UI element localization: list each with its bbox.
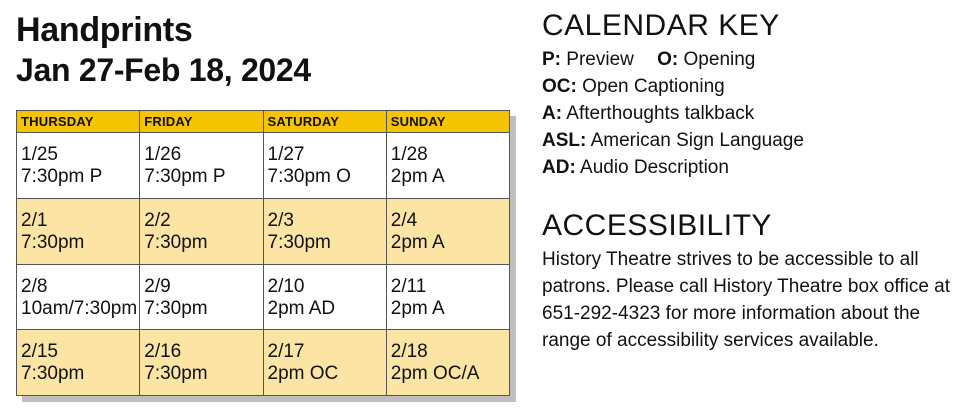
performance-date: 1/25 xyxy=(21,144,58,165)
calendar-cell xyxy=(17,264,140,330)
key-code: ASL: xyxy=(542,130,587,151)
calendar-cell xyxy=(263,264,386,330)
key-code: A: xyxy=(542,103,563,124)
calendar-cell xyxy=(17,133,140,199)
performance-time: 7:30pm xyxy=(144,231,208,253)
calendar-week-row xyxy=(17,133,510,199)
performance-date: 2/1 xyxy=(21,209,48,231)
performance-date: 1/26 xyxy=(144,144,182,165)
key-code: AD: xyxy=(542,157,576,178)
day-header-friday: FRIDAY xyxy=(140,111,263,133)
key-description: Afterthoughts talkback xyxy=(566,103,755,124)
key-code: OC: xyxy=(542,76,577,97)
show-title: Handprints xyxy=(16,11,193,49)
performance-time: 7:30pm xyxy=(144,297,208,319)
key-description: American Sign Language xyxy=(590,130,804,151)
performance-time: 7:30pm xyxy=(21,231,85,253)
key-item xyxy=(542,127,804,154)
calendar-cell xyxy=(140,264,263,330)
performance-time: 2pm OC xyxy=(267,363,339,385)
calendar-key-list xyxy=(542,46,804,181)
performance-time: 2pm A xyxy=(390,297,445,319)
key-description: Opening xyxy=(683,49,756,70)
key-item xyxy=(542,46,804,73)
performance-date: 2/9 xyxy=(144,275,171,297)
calendar-cell xyxy=(386,133,509,199)
calendar-header-row xyxy=(17,111,510,133)
performance-time: 7:30pm P xyxy=(144,166,226,187)
calendar-cell xyxy=(263,330,386,396)
performance-date: 2/10 xyxy=(267,275,305,297)
performance-calendar xyxy=(16,110,510,396)
calendar-cell xyxy=(17,198,140,264)
calendar-cell xyxy=(263,198,386,264)
key-description: Preview xyxy=(566,49,634,70)
performance-date: 1/27 xyxy=(267,144,305,165)
performance-time: 7:30pm P xyxy=(21,166,103,187)
calendar-cell xyxy=(386,198,509,264)
accessibility-heading: ACCESSIBILITY xyxy=(542,209,772,242)
calendar-table xyxy=(16,110,510,396)
key-description: Audio Description xyxy=(580,157,729,178)
performance-date: 2/8 xyxy=(21,275,48,297)
calendar-cell xyxy=(140,133,263,199)
performance-time: 7:30pm O xyxy=(267,166,351,187)
performance-time: 2pm A xyxy=(390,231,445,253)
calendar-week-row xyxy=(17,198,510,264)
accessibility-text: History Theatre strives to be accessible to all patrons. Please call History Theatre box office at 651-292-4323 for more information about the range of accessibility services available. xyxy=(542,249,951,351)
calendar-cell xyxy=(386,264,509,330)
performance-date: 2/17 xyxy=(267,341,305,363)
performance-date: 2/16 xyxy=(144,341,182,363)
calendar-cell xyxy=(17,330,140,396)
performance-date: 2/11 xyxy=(390,275,427,297)
calendar-cell xyxy=(140,198,263,264)
performance-date: 2/4 xyxy=(390,209,418,231)
key-item xyxy=(542,73,804,100)
calendar-week-row xyxy=(17,264,510,330)
performance-time: 7:30pm xyxy=(144,363,208,385)
performance-time: 10am/7:30pm xyxy=(21,297,138,319)
day-header-sunday: SUNDAY xyxy=(386,111,509,133)
performance-time: 2pm AD xyxy=(267,297,336,319)
calendar-cell xyxy=(263,133,386,199)
key-item xyxy=(542,100,804,127)
day-header-thursday: THURSDAY xyxy=(17,111,140,133)
performance-date: 2/2 xyxy=(144,209,171,231)
calendar-cell xyxy=(140,330,263,396)
performance-time: 2pm OC/A xyxy=(390,363,480,385)
calendar-cell xyxy=(386,330,509,396)
calendar-week-row xyxy=(17,330,510,396)
performance-date: 2/3 xyxy=(267,209,294,231)
key-code: O: xyxy=(657,49,679,70)
calendar-key-heading: CALENDAR KEY xyxy=(542,9,780,42)
day-header-saturday: SATURDAY xyxy=(263,111,386,133)
key-code: P: xyxy=(542,49,561,70)
show-dates: Jan 27-Feb 18, 2024 xyxy=(16,52,311,88)
key-item xyxy=(542,154,804,181)
performance-time: 7:30pm xyxy=(267,231,331,253)
performance-time: 7:30pm xyxy=(21,363,85,385)
performance-date: 1/28 xyxy=(390,144,428,165)
key-description: Open Captioning xyxy=(582,76,725,97)
performance-time: 2pm A xyxy=(390,166,445,187)
performance-date: 2/15 xyxy=(21,341,58,363)
performance-date: 2/18 xyxy=(390,341,428,363)
